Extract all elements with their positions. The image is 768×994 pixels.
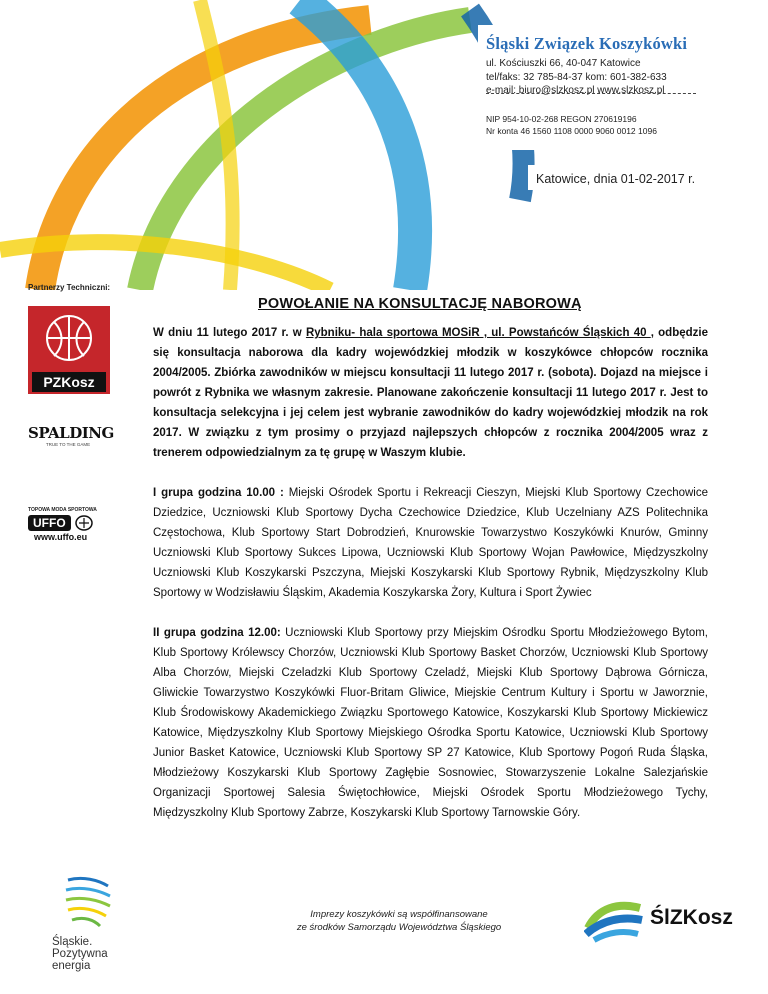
page-title: POWOŁANIE NA KONSULTACJĘ NABOROWĄ <box>258 296 582 312</box>
org-contact: e-mail: biuro@slzkosz.pl www.slzkosz.pl <box>486 85 665 96</box>
uffo-tagline: TOPOWA MODA SPORTOWA <box>28 507 97 513</box>
funding-note-line1: Imprezy koszykówki są współfinansowane <box>310 909 488 920</box>
pzkosz-logo <box>28 306 110 394</box>
uffo-brand <box>28 515 112 531</box>
intro-start: W dniu 11 lutego 2017 r. w <box>153 327 306 339</box>
slaskie-logo <box>52 872 142 972</box>
uffo-emblem-icon <box>75 515 93 531</box>
group2-paragraph <box>153 623 708 823</box>
org-account: Nr konta 46 1560 1108 0000 9060 0012 1096 <box>486 126 657 136</box>
funding-note <box>288 908 510 934</box>
spalding-tagline: TRUE TO THE GAME <box>45 442 91 447</box>
pzkosz-text: PZKosz <box>32 372 106 392</box>
intro-rest: , odbędzie się konsultacja naborowa dla kadry wojewódzkiej młodzik w koszykówce chłopców rocznika 2004/2005. Zbiórka zawodników w miejscu konsultacji 11 lutego 2017 r. (sobota). Dojazd na miejsce i powrót z Rybnika we własnym zakresie. Planowane zakończenie konsultacji 11 lutego 2017 r. Jest to konsultacja selekcyjna i jej celem jest wybranie zawodników do kadry wojewódzkiej młodzik na rok 2017. W związku z tym prosimy o przyjazd najlepszych chłopców z rocznika 2004/2005 wraz z trenerem odpowiedzialnym za tę grupę w Waszym klubie. <box>153 327 708 459</box>
group2-label: II grupa godzina 12.00: <box>153 627 281 639</box>
intro-place: Rybniku- hala sportowa MOSiR , ul. Powstańców Śląskich 40 <box>305 327 651 339</box>
uffo-text: UFFO <box>28 515 71 531</box>
group1-paragraph <box>153 483 708 603</box>
header-divider <box>486 93 696 94</box>
slaskie-wave-icon <box>58 872 118 934</box>
spalding-text: SPALDING <box>28 424 114 442</box>
spalding-logo <box>28 424 114 447</box>
funding-note-line2: ze środków Samorządu Województwa Śląskiego <box>296 922 502 933</box>
org-phone: tel/faks: 32 785-84-37 kom: 601-382-633 <box>486 72 667 83</box>
slaskie-slogan: Pozytywna energia <box>52 948 108 972</box>
intro-paragraph <box>153 323 708 463</box>
uffo-logo <box>28 507 112 542</box>
group2-text: Uczniowski Klub Sportowy przy Miejskim Ośrodku Sportu Młodzieżowego Bytom, Klub Sportowy Królewscy Chorzów, Uczniowski Klub Sportowy Basket Chorzów, Uczniowski Klub Sportowy Alba Chorzów, Miejski Czeladzki Klub Sportowy Czeladź, Miejski Klub Sportowy Dąbrowa Górnicza, Gliwickie Towarzystwo Koszykówki Fluor-Britam Gliwice, Miejskie Centrum Kultury i Sportu w Jaworznie, Klub Środowiskowy Akademickiego Związku Sportowego Katowice, Koszykarski Klub Sportowy Mickiewicz Katowice, Międzyszkolny Klub Sportowy Miejskiego Ośrodka Sportu Katowice, Uczniowski Klub Sportowy Junior Basket Katowice, Uczniowski Klub Sportowy SP 27 Katowice, Klub Sportowy Pogoń Ruda Śląska, Młodzieżowy Koszykarski Klub Sportowy Zagłębie Sosnowiec, Stowarzyszenie Lokalne Salezjańskie Organizacji Sportowej Salesia Świętochłowice, Miejski Ośrodek Sportu Młodzieżowego Tychy, Międzyszkolny Klub Sportowy Zabrze, Koszykarski Klub Sportowy Tarnowskie Góry. <box>153 627 709 819</box>
basketball-icon <box>28 306 110 372</box>
uffo-website[interactable]: www.uffo.eu <box>34 532 88 542</box>
partners-label: Partnerzy Techniczni: <box>28 283 111 292</box>
org-nip-regon: NIP 954-10-02-268 REGON 270619196 <box>486 114 637 124</box>
group1-text: Miejski Ośrodek Sportu i Rekreacji Cieszyn, Miejski Klub Sportowy Czechowice Dziedzice, Uczniowski Klub Sportowy Dycha Czechowice Dziedzice, Klub Uczelniany AZS Politechnika Częstochowa, Klub Sportowy Start Dobrodzień, Knurowskie Towarzystwo Koszykówki Knurów, Gminny Uczniowski Klub Sportowy Sukces Lipowa, Uczniowski Klub Sportowy Wojan Pawłowice, Międzyszkolny Uczniowski Klub Koszykarski Pszczyna, Miejski Koszykarski Klub Sportowy Rybnik, Międzyszkolny Klub Sportowy w Wodzisławiu Śląskim, Akademia Koszykarska Żory, Kultura i Sport Żywiec <box>153 487 708 599</box>
slzkosz-text: ŚlZKosz <box>650 906 733 929</box>
org-name: Śląski Związek Koszykówki <box>486 34 688 53</box>
date-line: Katowice, dnia 01-02-2017 r. <box>536 172 696 186</box>
org-address: ul. Kościuszki 66, 40-047 Katowice <box>486 58 641 69</box>
group1-label: I grupa godzina 10.00 : <box>153 487 284 499</box>
slzkosz-ball-icon <box>584 898 644 944</box>
slaskie-text: Śląskie. <box>52 936 93 948</box>
slzkosz-logo <box>584 898 754 948</box>
